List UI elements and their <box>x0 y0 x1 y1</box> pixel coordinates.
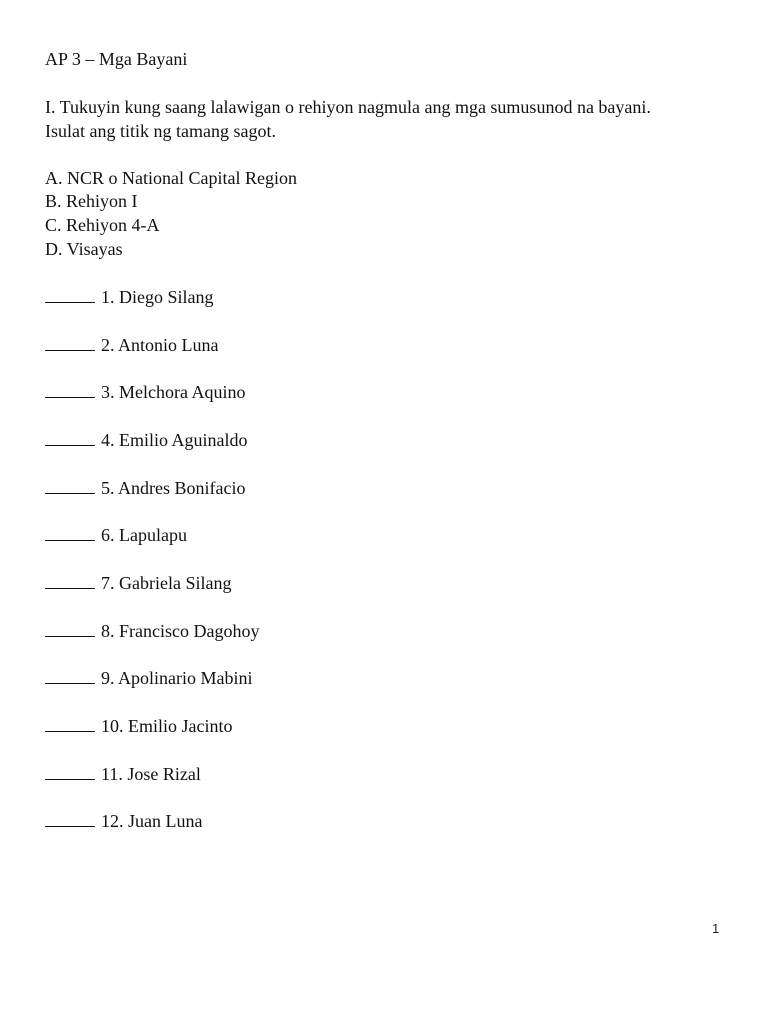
question-text: 2. Antonio Luna <box>101 335 219 355</box>
question-text: 9. Apolinario Mabini <box>101 668 253 688</box>
question-item <box>45 477 245 499</box>
option-a: A. NCR o National Capital Region <box>45 168 297 188</box>
answer-blank[interactable] <box>45 431 95 446</box>
question-item <box>45 572 231 594</box>
document-title: AP 3 – Mga Bayani <box>45 49 188 69</box>
question-item <box>45 381 245 403</box>
question-text: 1. Diego Silang <box>101 287 214 307</box>
question-text: 3. Melchora Aquino <box>101 382 246 402</box>
question-item <box>45 334 219 356</box>
answer-blank[interactable] <box>45 765 95 780</box>
option-c: C. Rehiyon 4-A <box>45 215 160 235</box>
question-text: 4. Emilio Aguinaldo <box>101 430 248 450</box>
question-text: 5. Andres Bonifacio <box>101 478 246 498</box>
question-item <box>45 524 187 546</box>
question-text: 11. Jose Rizal <box>101 764 201 784</box>
answer-blank[interactable] <box>45 336 95 351</box>
question-item <box>45 715 232 737</box>
page-number: 1 <box>712 921 720 936</box>
answer-blank[interactable] <box>45 717 95 732</box>
answer-blank[interactable] <box>45 812 95 827</box>
answer-blank[interactable] <box>45 622 95 637</box>
option-b: B. Rehiyon I <box>45 191 138 211</box>
option-d: D. Visayas <box>45 239 123 259</box>
question-item <box>45 810 202 832</box>
instruction-line-1: I. Tukuyin kung saang lalawigan o rehiyon nagmula ang mga sumusunod na bayani. <box>45 97 651 117</box>
question-item <box>45 429 248 451</box>
question-text: 8. Francisco Dagohoy <box>101 621 260 641</box>
question-text: 7. Gabriela Silang <box>101 573 232 593</box>
question-item <box>45 667 253 689</box>
question-text: 6. Lapulapu <box>101 525 187 545</box>
instruction-line-2: Isulat ang titik ng tamang sagot. <box>45 121 276 141</box>
answer-blank[interactable] <box>45 479 95 494</box>
answer-blank[interactable] <box>45 383 95 398</box>
answer-blank[interactable] <box>45 574 95 589</box>
answer-blank[interactable] <box>45 669 95 684</box>
question-item <box>45 620 259 642</box>
answer-blank[interactable] <box>45 288 95 303</box>
question-text: 10. Emilio Jacinto <box>101 716 233 736</box>
question-item <box>45 763 201 785</box>
question-text: 12. Juan Luna <box>101 811 203 831</box>
answer-blank[interactable] <box>45 526 95 541</box>
question-item <box>45 286 214 308</box>
